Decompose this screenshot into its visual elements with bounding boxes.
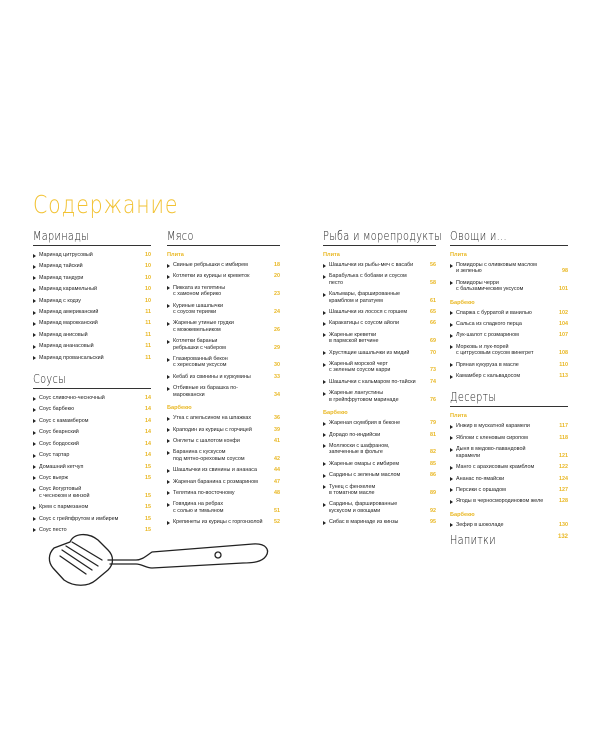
entry-title: Краподин из курицы с горчицей: [173, 426, 252, 433]
page-number: 113: [559, 373, 568, 380]
entry-title: Хрустящие шашлычки из мидий: [329, 349, 410, 356]
page-number: 10: [145, 252, 151, 258]
entry-title: Соус с камамбером: [39, 417, 89, 424]
entry-title: Маринад ананасовый: [39, 343, 94, 350]
entry-title: Домашний кетчуп: [39, 463, 84, 470]
page-number: 118: [559, 434, 568, 441]
toc-entry[interactable]: [33, 286, 151, 292]
entry-title: Ягоды в черносмородиновом желе: [456, 498, 544, 505]
toc-entry[interactable]: [323, 262, 436, 268]
toc-entry[interactable]: [323, 291, 436, 304]
toc-entry[interactable]: [450, 522, 568, 528]
entry-title: и зеленью: [456, 268, 482, 275]
entry-title: с чесноком и кинзой: [39, 492, 90, 499]
page-number: 51: [274, 507, 280, 514]
entry-title: Помидоры черри: [456, 279, 499, 286]
entry-title: Говядина на ребрах: [173, 501, 224, 508]
toc-entry[interactable]: [450, 446, 568, 459]
toc-section: [33, 371, 151, 533]
entry-title: Жареный морской черт: [329, 361, 388, 368]
entry-title: Соус песто: [39, 526, 67, 533]
page-number: 127: [559, 486, 568, 493]
entry-title: с соусом терияки: [173, 309, 217, 316]
page-number: 14: [145, 395, 151, 402]
toc-entry[interactable]: [33, 252, 151, 258]
page-number: 76: [430, 396, 436, 403]
entry-title: кускусом и овощами: [329, 507, 381, 514]
entry-title: Дорадо по-индийски: [329, 431, 381, 438]
entry-title: Сардины, фаршированные: [329, 501, 398, 508]
toc-entry[interactable]: [450, 362, 568, 368]
page-number: 74: [430, 378, 436, 385]
entry-title: Тунец с фенхелем: [329, 483, 376, 490]
toc-entry[interactable]: [167, 374, 280, 380]
page-number: 69: [430, 338, 436, 345]
toc-entry[interactable]: [33, 504, 151, 510]
toc-entry[interactable]: [167, 479, 280, 485]
entry-title: Помидоры с оливковым маслом: [456, 262, 537, 268]
toc-entry[interactable]: [33, 475, 151, 481]
entry-title: Соус тартар: [39, 452, 70, 459]
entry-title: Свиные ребрышки с имбирем: [173, 262, 248, 268]
entry-title: Глазированный бекон: [173, 356, 228, 363]
entry-title: Крепинеты из курицы с горгонзолой: [173, 519, 263, 526]
page-number: 44: [274, 467, 280, 474]
toc-entry[interactable]: [33, 355, 151, 361]
page-number: 26: [274, 326, 280, 333]
subsection-label: Плита: [323, 252, 340, 258]
toc-entry[interactable]: [167, 385, 280, 398]
toc-entry[interactable]: [33, 395, 151, 401]
entry-title: Утка с апельсином на шпажках: [173, 415, 252, 422]
entry-title: в грейпфрутовом маринаде: [329, 396, 399, 403]
toc-entry[interactable]: [33, 309, 151, 315]
page-number: 107: [559, 332, 568, 339]
toc-entry[interactable]: [167, 490, 280, 496]
entry-title: Куриные шашлычки: [173, 302, 223, 309]
page-number: 20: [274, 273, 280, 280]
entry-title: Яблоки с кленовым сиропом: [456, 434, 528, 441]
toc-entry[interactable]: [450, 435, 568, 441]
subsection-label: Плита: [450, 413, 467, 420]
entry-title: запеченные в фольге: [329, 449, 383, 456]
entry-title: с можжевельником: [173, 326, 221, 333]
toc-entry[interactable]: [450, 262, 568, 275]
page-number: 14: [145, 406, 151, 413]
entry-title: Соус вьерж: [39, 474, 68, 481]
entry-title: Моллюски с шафраном,: [329, 442, 390, 449]
page-number: 15: [145, 504, 151, 511]
entry-title: Отбивные из барашка по-мароккански: [173, 385, 238, 398]
entry-title: ребрышки с чабером: [173, 344, 226, 351]
toc-entry[interactable]: [323, 484, 436, 497]
toc-entry[interactable]: [33, 298, 151, 304]
toc-entry[interactable]: [323, 390, 436, 403]
page-number: 108: [559, 350, 568, 357]
entry-title: Жареная баранина с розмарином: [173, 478, 258, 485]
column-4: [450, 228, 568, 533]
entry-title: Онглеты с шалотом конфи: [173, 437, 240, 444]
page-number: 11: [145, 354, 151, 361]
page-number: 15: [145, 515, 151, 522]
entry-title: Манго с арахисовым крамблом: [456, 464, 535, 471]
toc-entry[interactable]: [167, 438, 280, 444]
entry-title: Инжир в мускатной карамели: [456, 423, 530, 430]
entry-title: Маринад с кодзу: [39, 297, 81, 304]
entry-title: Маринад американский: [39, 309, 99, 316]
page-number: 36: [274, 415, 280, 422]
entry-title: Кальмары, фаршированные: [329, 291, 401, 298]
page-number: 61: [430, 297, 436, 304]
toc-section: [167, 228, 280, 526]
page-number: 132: [557, 534, 568, 540]
section-heading: Напитки: [450, 532, 496, 547]
entry-title: Крем с пармезаном: [39, 504, 89, 511]
column-1: [33, 228, 151, 538]
entry-title: в томатном масле: [329, 489, 375, 496]
subsection-label: Барбекю: [323, 410, 348, 417]
page-number: 85: [430, 460, 436, 467]
entry-title: Жареные утиные грудки: [173, 320, 234, 327]
subsection-label: Плита: [450, 252, 467, 258]
toc-entry[interactable]: [33, 275, 151, 281]
toc-entry[interactable]: [33, 320, 151, 326]
entry-title: Персики с оршадом: [456, 486, 506, 493]
page-number: 15: [145, 492, 151, 499]
section-heading: Десерты: [450, 389, 497, 405]
entry-title: Ананас по-ямайски: [456, 475, 505, 482]
entry-title: Соус с грейпфрутом и имбирем: [39, 515, 119, 522]
entry-title: карамели: [456, 452, 481, 459]
toc-entry[interactable]: [323, 273, 436, 286]
toc-entry[interactable]: [450, 476, 568, 482]
page-number: 102: [559, 309, 568, 316]
page-number: 122: [559, 464, 568, 471]
toc-entry[interactable]: [33, 418, 151, 424]
entry-title: Пряная кукуруза в масле: [456, 361, 519, 368]
page-number: 56: [430, 262, 436, 268]
section-heading: Маринады: [33, 228, 89, 243]
entry-title: Каракатицы с соусом айоли: [329, 320, 399, 327]
entry-title: Котлетки из курицы и креветок: [173, 273, 250, 280]
entry-title: Жареные омары с имбирем: [329, 460, 400, 467]
page-number: 18: [274, 262, 280, 268]
entry-title: Соус барбекю: [39, 406, 75, 413]
toc-entry[interactable]: [323, 332, 436, 345]
page-number: 10: [145, 263, 151, 270]
page-number: 11: [145, 309, 151, 316]
entry-title: Котлетки бараньи: [173, 338, 218, 345]
page-number: 98: [562, 268, 568, 275]
section-divider: [323, 245, 436, 246]
entry-title: Жареная скумбрия в беконе: [329, 420, 401, 427]
toc-entry[interactable]: [167, 338, 280, 351]
entry-title: с хересовым уксусом: [173, 362, 227, 369]
page-number: 11: [145, 343, 151, 350]
entry-title: Маринад провансальский: [39, 354, 104, 361]
entry-title: Маринад карамельный: [39, 286, 97, 293]
entry-title: Маринад тандури: [39, 274, 84, 281]
toc-entry[interactable]: [450, 498, 568, 504]
entry-title: Маринад марокканский: [39, 320, 98, 327]
section-divider: [167, 245, 280, 246]
entry-title: Жареные лангустины: [329, 390, 384, 397]
toc-entry[interactable]: [33, 406, 151, 412]
toc-entry[interactable]: [323, 519, 436, 525]
page-number: 14: [145, 452, 151, 459]
toc-entry[interactable]: [323, 350, 436, 356]
entry-title: Сардины с зеленым маслом: [329, 472, 401, 479]
page-number: 23: [274, 291, 280, 298]
entry-title: Соус йогуртовый: [39, 486, 82, 493]
page-number: 11: [145, 331, 151, 338]
toc-entry[interactable]: [33, 464, 151, 470]
page-number: 104: [559, 321, 568, 328]
entry-title: Кебаб из свинины и куркумины: [173, 373, 251, 380]
page-number: 89: [430, 489, 436, 496]
entry-title: Сибас в маринаде из кинзы: [329, 519, 399, 526]
toc-entry[interactable]: [167, 501, 280, 514]
toc-entry[interactable]: [33, 332, 151, 338]
toc-entry[interactable]: [33, 343, 151, 349]
entry-title: Лук-шалот с розмарином: [456, 332, 519, 339]
toc-entry[interactable]: [33, 429, 151, 435]
page-number: 42: [274, 455, 280, 462]
entry-title: Шашлычки из свинины и ананаса: [173, 467, 257, 474]
subsection-label: Барбекю: [167, 405, 192, 412]
page-number: 82: [430, 449, 436, 456]
toc-entry[interactable]: [323, 501, 436, 514]
page-number: 86: [430, 472, 436, 479]
entry-title: Камамбер с кальвадосом: [456, 373, 521, 380]
toc-entry[interactable]: [167, 303, 280, 316]
toc-entry[interactable]: [450, 423, 568, 429]
toc-section: [323, 228, 442, 526]
page-number: 65: [430, 309, 436, 316]
page-number: 29: [274, 344, 280, 351]
page-number: 110: [559, 361, 568, 368]
toc-entry[interactable]: [450, 280, 568, 293]
page-number: 124: [559, 475, 568, 482]
toc-entry[interactable]: [323, 361, 436, 374]
toc-entry[interactable]: [33, 452, 151, 458]
entry-title: Баранина с кускусом: [173, 449, 226, 456]
section-heading: Мясо: [167, 228, 194, 243]
toc-entry[interactable]: [167, 467, 280, 473]
entry-title: Соус беарнский: [39, 429, 79, 436]
page-number: 48: [274, 489, 280, 496]
entry-title: с бальзамическим уксусом: [456, 286, 524, 293]
section-heading: Рыба и морепродукты: [323, 228, 442, 243]
toc-entry[interactable]: [450, 464, 568, 470]
toc-entry[interactable]: [323, 443, 436, 456]
page-number: 41: [274, 437, 280, 444]
page-number: 66: [430, 320, 436, 327]
entry-title: Барабулька с бобами и соусом песто: [329, 273, 407, 286]
toc-section: [33, 228, 151, 361]
entry-title: с цитрусовым соусом винегрет: [456, 350, 534, 357]
entry-title: крамблом и рататуем: [329, 297, 383, 304]
section-napitki: [450, 532, 568, 549]
page-number: 10: [145, 297, 151, 304]
entry-title: Маринад анисовый: [39, 331, 88, 338]
toc-entry[interactable]: [167, 320, 280, 333]
entry-title: Маринад тайский: [39, 263, 83, 270]
page-number: 14: [145, 417, 151, 424]
toc-entry[interactable]: [450, 487, 568, 493]
page-number: 73: [430, 367, 436, 374]
page-number: 101: [559, 286, 568, 293]
entry-title: Дыня в медово-лавандовой: [456, 446, 526, 453]
toc-entry[interactable]: [167, 285, 280, 298]
entry-title: Морковь и лук-порей: [456, 343, 509, 350]
entry-title: Маринад цитрусовый: [39, 252, 93, 258]
toc-entry[interactable]: [450, 332, 568, 338]
section-divider: [450, 406, 568, 407]
page-number: 70: [430, 349, 436, 356]
section-divider: [33, 245, 151, 246]
subsection-label: Барбекю: [450, 511, 475, 518]
page-number: 15: [145, 474, 151, 481]
toc-entry[interactable]: [450, 321, 568, 327]
page-number: 15: [145, 463, 151, 470]
page-number: 33: [274, 373, 280, 380]
toc-entry[interactable]: [167, 427, 280, 433]
entry-title: Шашлычки из лосося с горшем: [329, 309, 408, 316]
page-number: 15: [145, 526, 151, 533]
spatula-icon: [48, 520, 273, 605]
toc-entry[interactable]: [167, 262, 280, 268]
page-number: 130: [559, 521, 568, 528]
toc-entry[interactable]: [450, 344, 568, 357]
page-number: 34: [274, 391, 280, 398]
page-number: 30: [274, 362, 280, 369]
entry-title: Жареные креветки: [329, 331, 377, 338]
entry-title: Соус бордоский: [39, 440, 79, 447]
entry-title: Спаржа с бурратой и ванилью: [456, 309, 532, 316]
toc-entry[interactable]: [450, 373, 568, 379]
page-number: 79: [430, 420, 436, 427]
entry-title: Шашлычки из рыбы-меч с васаби: [329, 262, 414, 268]
entry-title: с хамоном иберико: [173, 291, 222, 298]
entry-title: Шашлычки с кальмаром по-тайски: [329, 378, 416, 385]
toc-section: [450, 389, 568, 528]
page-title: Содержание: [33, 190, 179, 219]
page-number: 11: [145, 320, 151, 327]
toc-entry[interactable]: [450, 310, 568, 316]
subsection-label: Плита: [167, 252, 184, 258]
page-number: 10: [145, 274, 151, 281]
page-number: 95: [430, 519, 436, 526]
entry-title: с солью и тимьяном: [173, 507, 224, 514]
subsection-label: Барбекю: [450, 299, 475, 306]
page-number: 92: [430, 507, 436, 514]
page-number: 47: [274, 478, 280, 485]
toc-entry[interactable]: [323, 379, 436, 385]
toc-entry[interactable]: [323, 309, 436, 315]
column-3: [323, 228, 442, 531]
entry-title: Пикката из телятины: [173, 284, 226, 291]
entry-title: в пармской ветчине: [329, 338, 379, 345]
toc-entry[interactable]: [167, 449, 280, 462]
section-divider: [450, 245, 568, 246]
toc-entry[interactable]: [323, 420, 436, 426]
toc-entry[interactable]: [167, 356, 280, 369]
page-number: 121: [559, 452, 568, 459]
page-number: 24: [274, 309, 280, 316]
entry-title: Зефир в шоколаде: [456, 521, 504, 528]
page-number: 52: [274, 519, 280, 526]
page-number: 58: [430, 279, 436, 286]
toc-section: [450, 228, 568, 379]
toc-entry[interactable]: [33, 441, 151, 447]
page-number: 14: [145, 440, 151, 447]
page-number: 117: [559, 423, 568, 430]
page-number: 128: [559, 498, 568, 505]
entry-title: под мятно-ореховым соусом: [173, 455, 245, 462]
page-number: 14: [145, 429, 151, 436]
section-heading: Соусы: [33, 371, 66, 387]
toc-entry[interactable]: [167, 415, 280, 421]
entry-title: с зеленым соусом карри: [329, 367, 391, 374]
toc-entry[interactable]: [33, 486, 151, 499]
toc-entry[interactable]: [323, 461, 436, 467]
entry-title: Соус сливочно-чесночный: [39, 395, 105, 402]
section-divider: [33, 388, 151, 389]
section-heading: Овощи и...: [450, 228, 507, 243]
page-number: 10: [145, 286, 151, 293]
page-number: 81: [430, 431, 436, 438]
toc-entry[interactable]: [33, 263, 151, 269]
toc-entry[interactable]: [167, 273, 280, 279]
entry-title: Сальса из сладкого перца: [456, 321, 522, 328]
toc-entry[interactable]: [323, 320, 436, 326]
toc-entry[interactable]: [323, 432, 436, 438]
entry-title: Телятина по-восточному: [173, 489, 235, 496]
page-number: 39: [274, 426, 280, 433]
toc-entry[interactable]: [323, 472, 436, 478]
column-2: [167, 228, 280, 531]
